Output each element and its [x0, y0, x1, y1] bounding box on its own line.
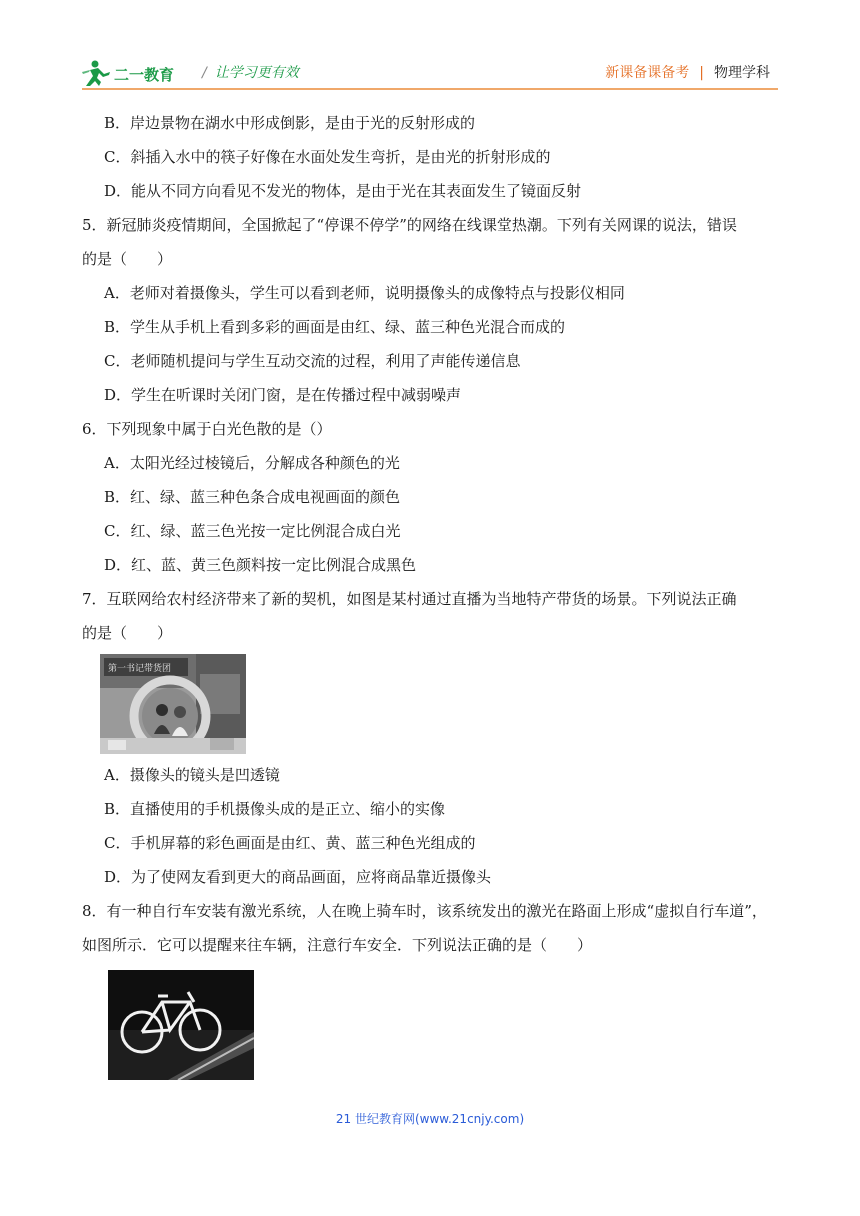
q5-stem-line1: 5．新冠肺炎疫情期间，全国掀起了“停课不停学”的网络在线课堂热潮。下列有关网课的说法，错误 — [82, 216, 737, 234]
question-content — [82, 106, 782, 1080]
q5-option-a: A．老师对着摄像头，学生可以看到老师，说明摄像头的成像特点与投影仪相同 — [104, 284, 625, 302]
slogan: / 让学习更有效 — [202, 65, 299, 81]
brand-logo — [82, 58, 194, 88]
q7-stem-line2: 的是（ ） — [82, 624, 173, 642]
q7-option-b: B．直播使用的手机摄像头成的是正立、缩小的实像 — [104, 800, 446, 818]
q6-option-b: B．红、绿、蓝三种色条合成电视画面的颜色 — [104, 488, 401, 506]
course-info — [605, 62, 770, 82]
course-tag: 新课备课备考 — [605, 65, 690, 81]
q5-option-c: C．老师随机提问与学生互动交流的过程，利用了声能传递信息 — [104, 352, 521, 370]
q7-option-a: A．摄像头的镜头是凹透镜 — [104, 766, 280, 784]
brand-logo-text: 二一教育 — [114, 66, 175, 84]
q7-option-c: C．手机屏幕的彩色画面是由红、黄、蓝三种色光组成的 — [104, 834, 476, 852]
q4-option-b: B．岸边景物在湖水中形成倒影，是由于光的反射形成的 — [104, 114, 476, 132]
q6-option-c: C．红、绿、蓝三色光按一定比例混合成白光 — [104, 522, 401, 540]
q6-stem: 6．下列现象中属于白光色散的是（） — [82, 420, 332, 438]
page-footer: 21 世纪教育网(www.21cnjy.com) — [335, 1112, 525, 1126]
q6-option-d: D．红、蓝、黄三色颜料按一定比例混合成黑色 — [104, 556, 417, 574]
q5-option-d: D．学生在听课时关闭门窗，是在传播过程中减弱噪声 — [104, 386, 462, 404]
q8-stem-line2: 如图所示．它可以提醒来往车辆，注意行车安全．下列说法正确的是（ ） — [82, 936, 593, 954]
q4-option-c: C．斜插入水中的筷子好像在水面处发生弯折，是由光的折射形成的 — [104, 148, 551, 166]
q7-option-d: D．为了使网友看到更大的商品画面，应将商品靠近摄像头 — [104, 868, 492, 886]
slogan-text: 让学习更有效 — [214, 65, 299, 81]
photo-banner-text: 第一书记带货团 — [108, 664, 172, 674]
q4-option-d: D．能从不同方向看见不发光的物体，是由于光在其表面发生了镜面反射 — [104, 182, 582, 200]
header-divider — [82, 88, 778, 90]
q5-stem-line2: 的是（ ） — [82, 250, 173, 268]
q8-stem-line1: 8．有一种自行车安装有激光系统，人在晚上骑车时，该系统发出的激光在路面上形成“虚拟自行车道”， — [82, 902, 767, 920]
q6-option-a: A．太阳光经过棱镜后，分解成各种颜色的光 — [104, 454, 400, 472]
livestream-photo — [100, 654, 246, 754]
header-separator: | — [699, 65, 704, 81]
q7-stem-line1: 7．互联网给农村经济带来了新的契机，如图是某村通过直播为当地特产带货的场景。下列说法正确 — [82, 590, 737, 608]
page-header — [0, 0, 860, 92]
laser-bike-photo — [108, 970, 254, 1080]
subject-label: 物理学科 — [714, 65, 770, 81]
q5-option-b: B．学生从手机上看到多彩的画面是由红、绿、蓝三种色光混合而成的 — [104, 318, 566, 336]
